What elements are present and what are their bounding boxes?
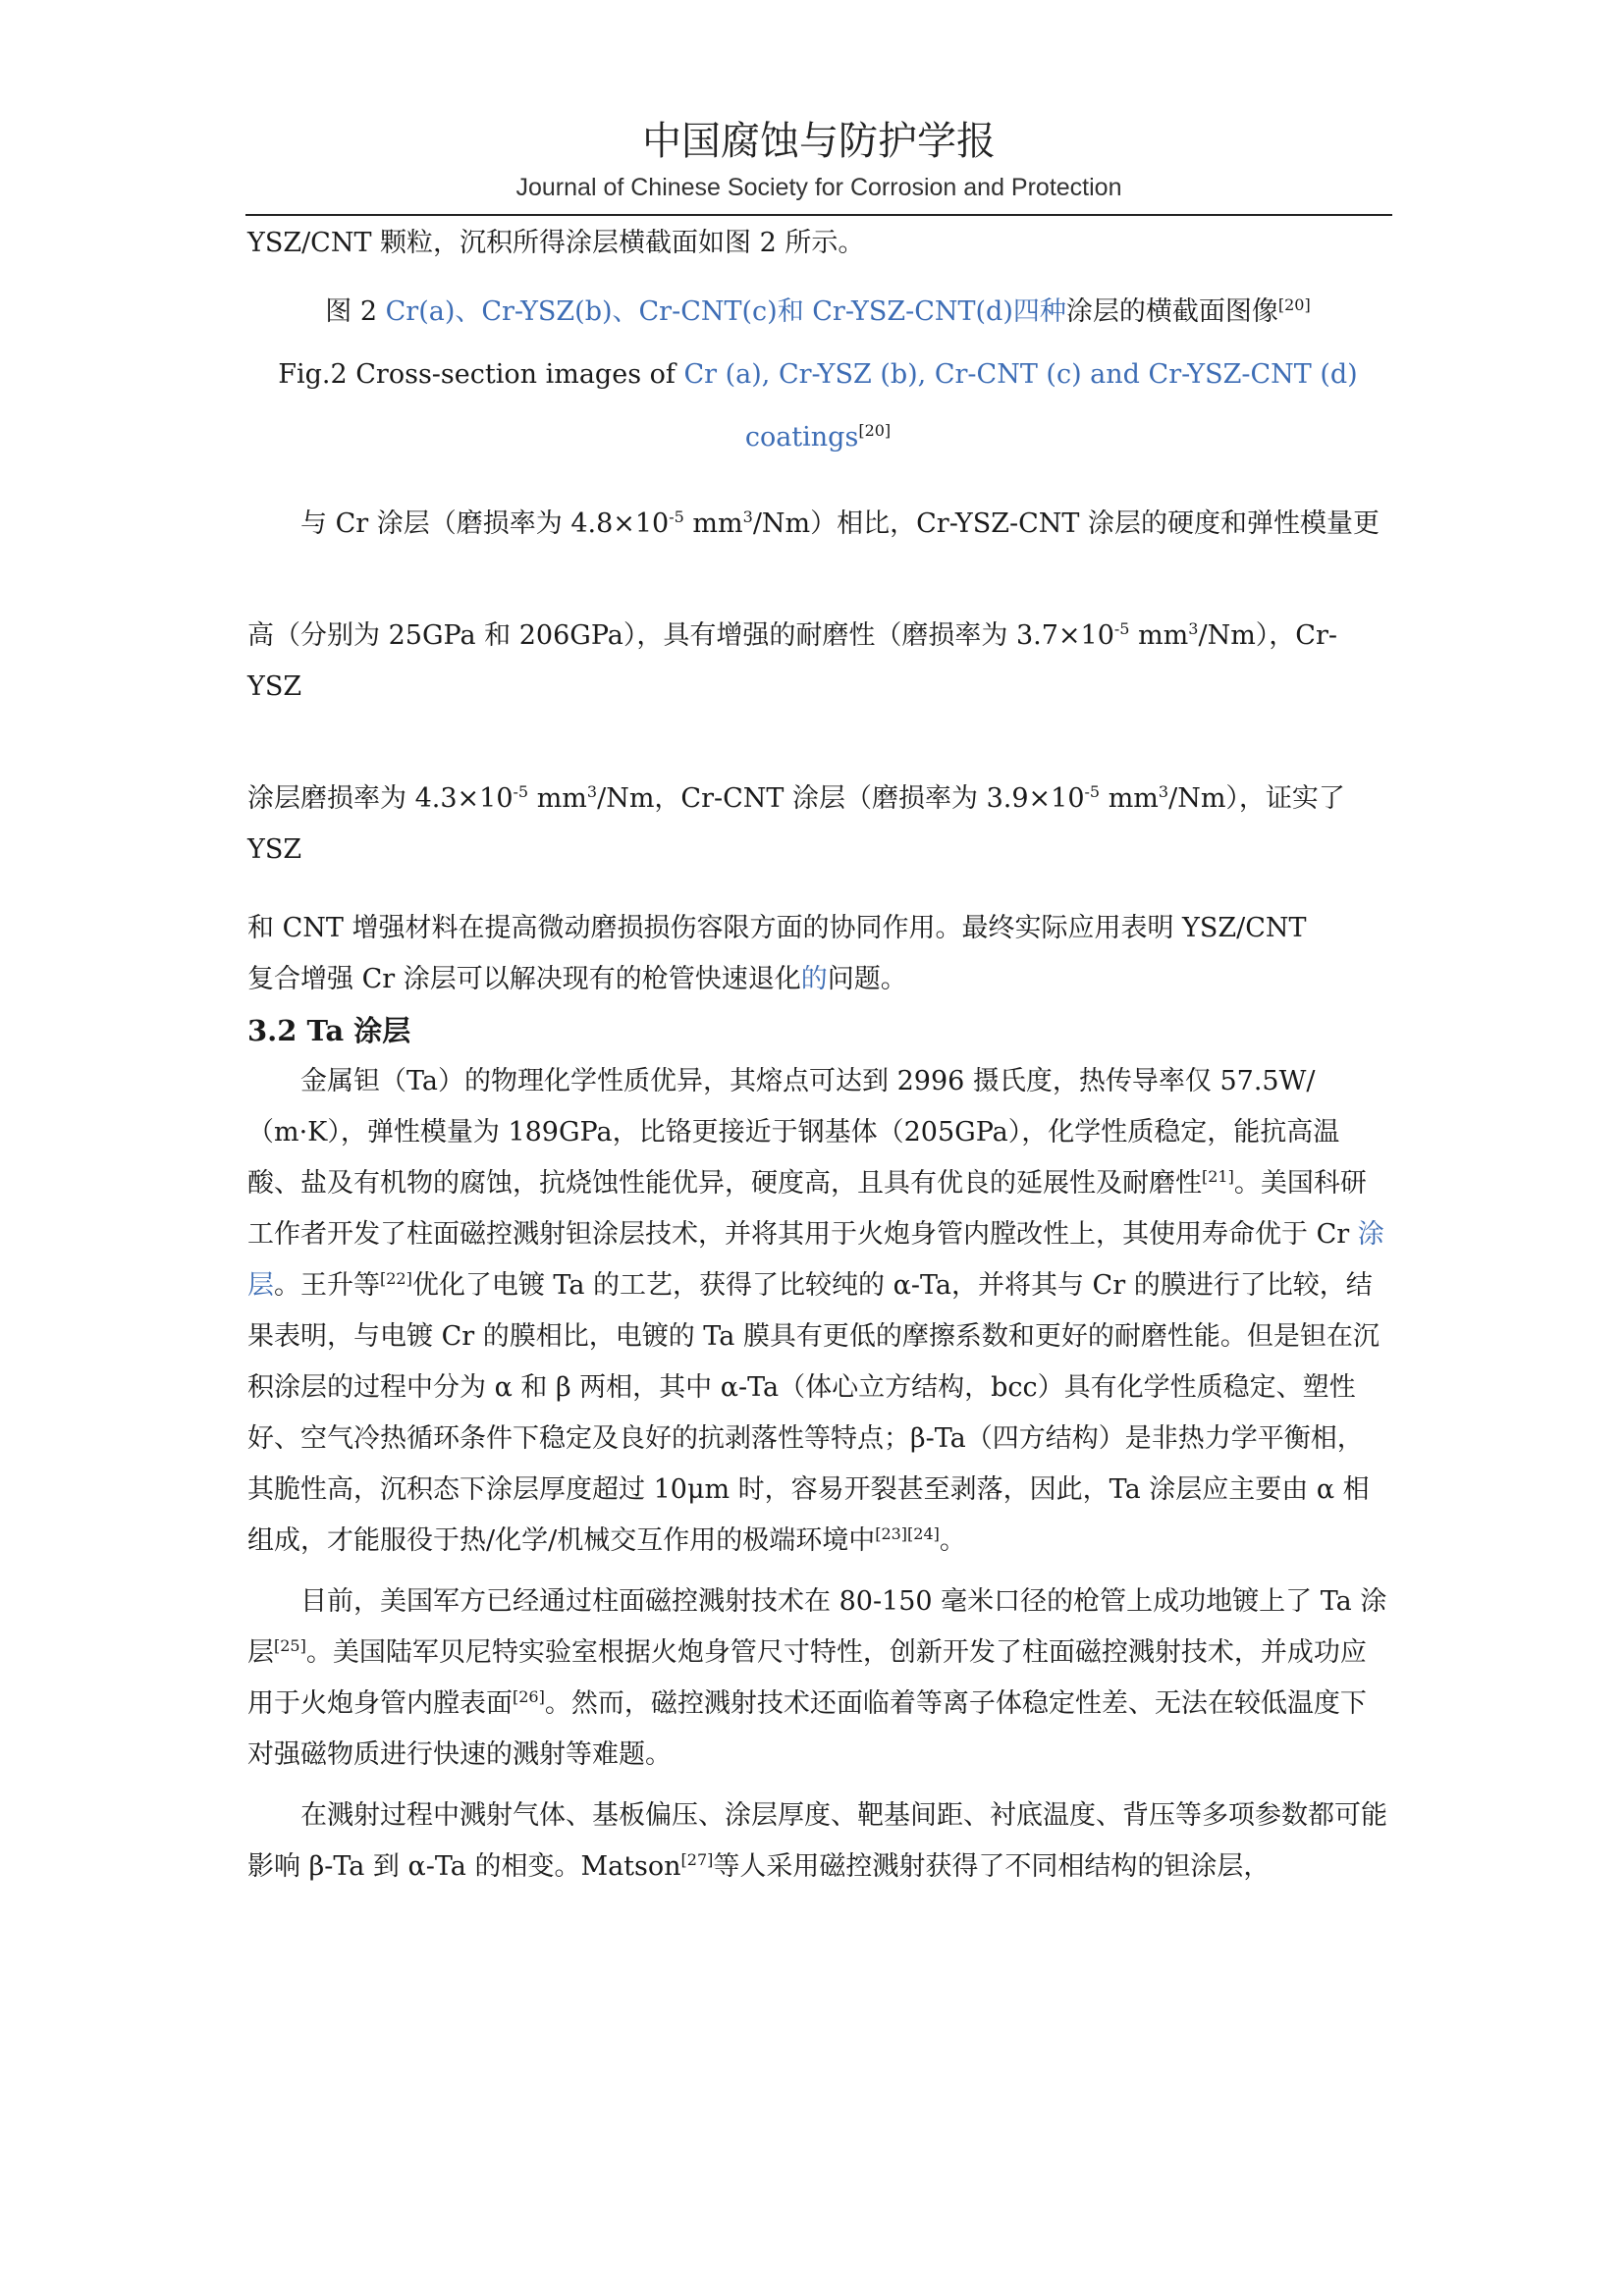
paragraph-sputtering: 在溅射过程中溅射气体、基板偏压、涂层厚度、靶基间距、衬底温度、背压等多项参数都可能影响 β-Ta 到 α-Ta 的相变。Matson[27]等人采用磁控溅射获得了不同相结构的钽涂层， — [247, 1800, 1387, 1882]
paragraph-us-military: 目前，美国军方已经通过柱面磁控溅射技术在 80-150 毫米口径的枪管上成功地镀上了 Ta 涂层[25]。美国陆军贝尼特实验室根据火炮身管尺寸特性，创新开发了柱面磁控溅射技术，并成功应用于火炮身管内膛表面[26]。然而，磁控溅射技术还面临着等离子体稳定性差、无法在较低温度下对强磁物质进行快速的溅射等难题。 — [247, 1586, 1387, 1770]
journal-title-en: Journal of Chinese Society for Corrosion and Protection — [515, 174, 1122, 201]
intro-line: YSZ/CNT 颗粒，沉积所得涂层横截面如图 2 所示。 — [247, 228, 865, 258]
journal-header — [245, 116, 1392, 204]
figure-caption-cn: 图 2 Cr(a)、Cr-YSZ(b)、Cr-CNT(c)和 Cr-YSZ-CNT(d)四种涂层的横截面图像[20] — [325, 295, 1311, 327]
figure-caption-en-cont: coatings[20] — [744, 421, 892, 453]
paragraph-wear-line1: 与 Cr 涂层（磨损率为 $4.8\times 10^{-5}$ $mm^3/Nm$）相比，Cr-YSZ-CNT 涂层的硬度和弹性模量更 — [300, 507, 1380, 539]
paragraph-wear-line2: 高（分别为 25GPa 和 206GPa），具有增强的耐磨性（磨损率为 $3.7\times 10^{-5}$ $mm^3/Nm$），Cr-YSZ — [247, 619, 1337, 702]
paragraph-wear-line3: 涂层磨损率为 $4.3\times 10^{-5}$ $mm^3/Nm$，Cr-CNT 涂层（磨损率为 $3.9\times 10^{-5}$ $mm^3/Nm$），证实了 YSZ — [247, 782, 1345, 865]
journal-title-cn: 中国腐蚀与防护学报 — [642, 119, 996, 164]
document-body — [247, 218, 1388, 1893]
paragraph-wear-line4: 和 CNT 增强材料在提高微动磨损损伤容限方面的协同作用。最终实际应用表明 YSZ/CNT — [247, 913, 1307, 943]
paragraph-ta-properties: 金属钽（Ta）的物理化学性质优异，其熔点可达到 2996 摄氏度，热传导率仅 57.5W/（m·K），弹性模量为 189GPa，比铬更接近于钢基体（205GPa），化学性质稳定，能抗高温酸、盐及有机物的腐蚀，抗烧蚀性能优异，硬度高，且具有优良的延展性及耐磨性[21]。美国科研工作者开发了柱面磁控溅射钽涂层技术，并将其用于火炮身管内膛改性上，其使用寿命优于 Cr 涂层。王升等[22]优化了电镀 Ta 的工艺，获得了比较纯的 α-Ta，并将其与 Cr 的膜进行了比较，结果表明，与电镀 Cr 的膜相比，电镀的 Ta 膜具有更低的摩擦系数和更好的耐磨性能。但是钽在沉积涂层的过程中分为 α 和 β 两相，其中 α-Ta（体心立方结构，bcc）具有化学性质稳定、塑性好、空气冷热循环条件下稳定及良好的抗剥落性等特点；β-Ta（四方结构）是非热力学平衡相，其脆性高，沉积态下涂层厚度超过 10μm 时，容易开裂甚至剥落，因此，Ta 涂层应主要由 α 相组成，才能服役于热/化学/机械交互作用的极端环境中[23][24]。 — [247, 1066, 1384, 1556]
figure-caption-en: Fig.2 Cross-section images of Cr (a), Cr-YSZ (b), Cr-CNT (c) and Cr-YSZ-CNT (d) — [278, 359, 1358, 390]
header-rule — [245, 214, 1392, 216]
section-heading: 3.2 Ta 涂层 — [247, 1014, 411, 1047]
paragraph-wear-line5: 复合增强 Cr 涂层可以解决现有的枪管快速退化的问题。 — [247, 964, 907, 994]
